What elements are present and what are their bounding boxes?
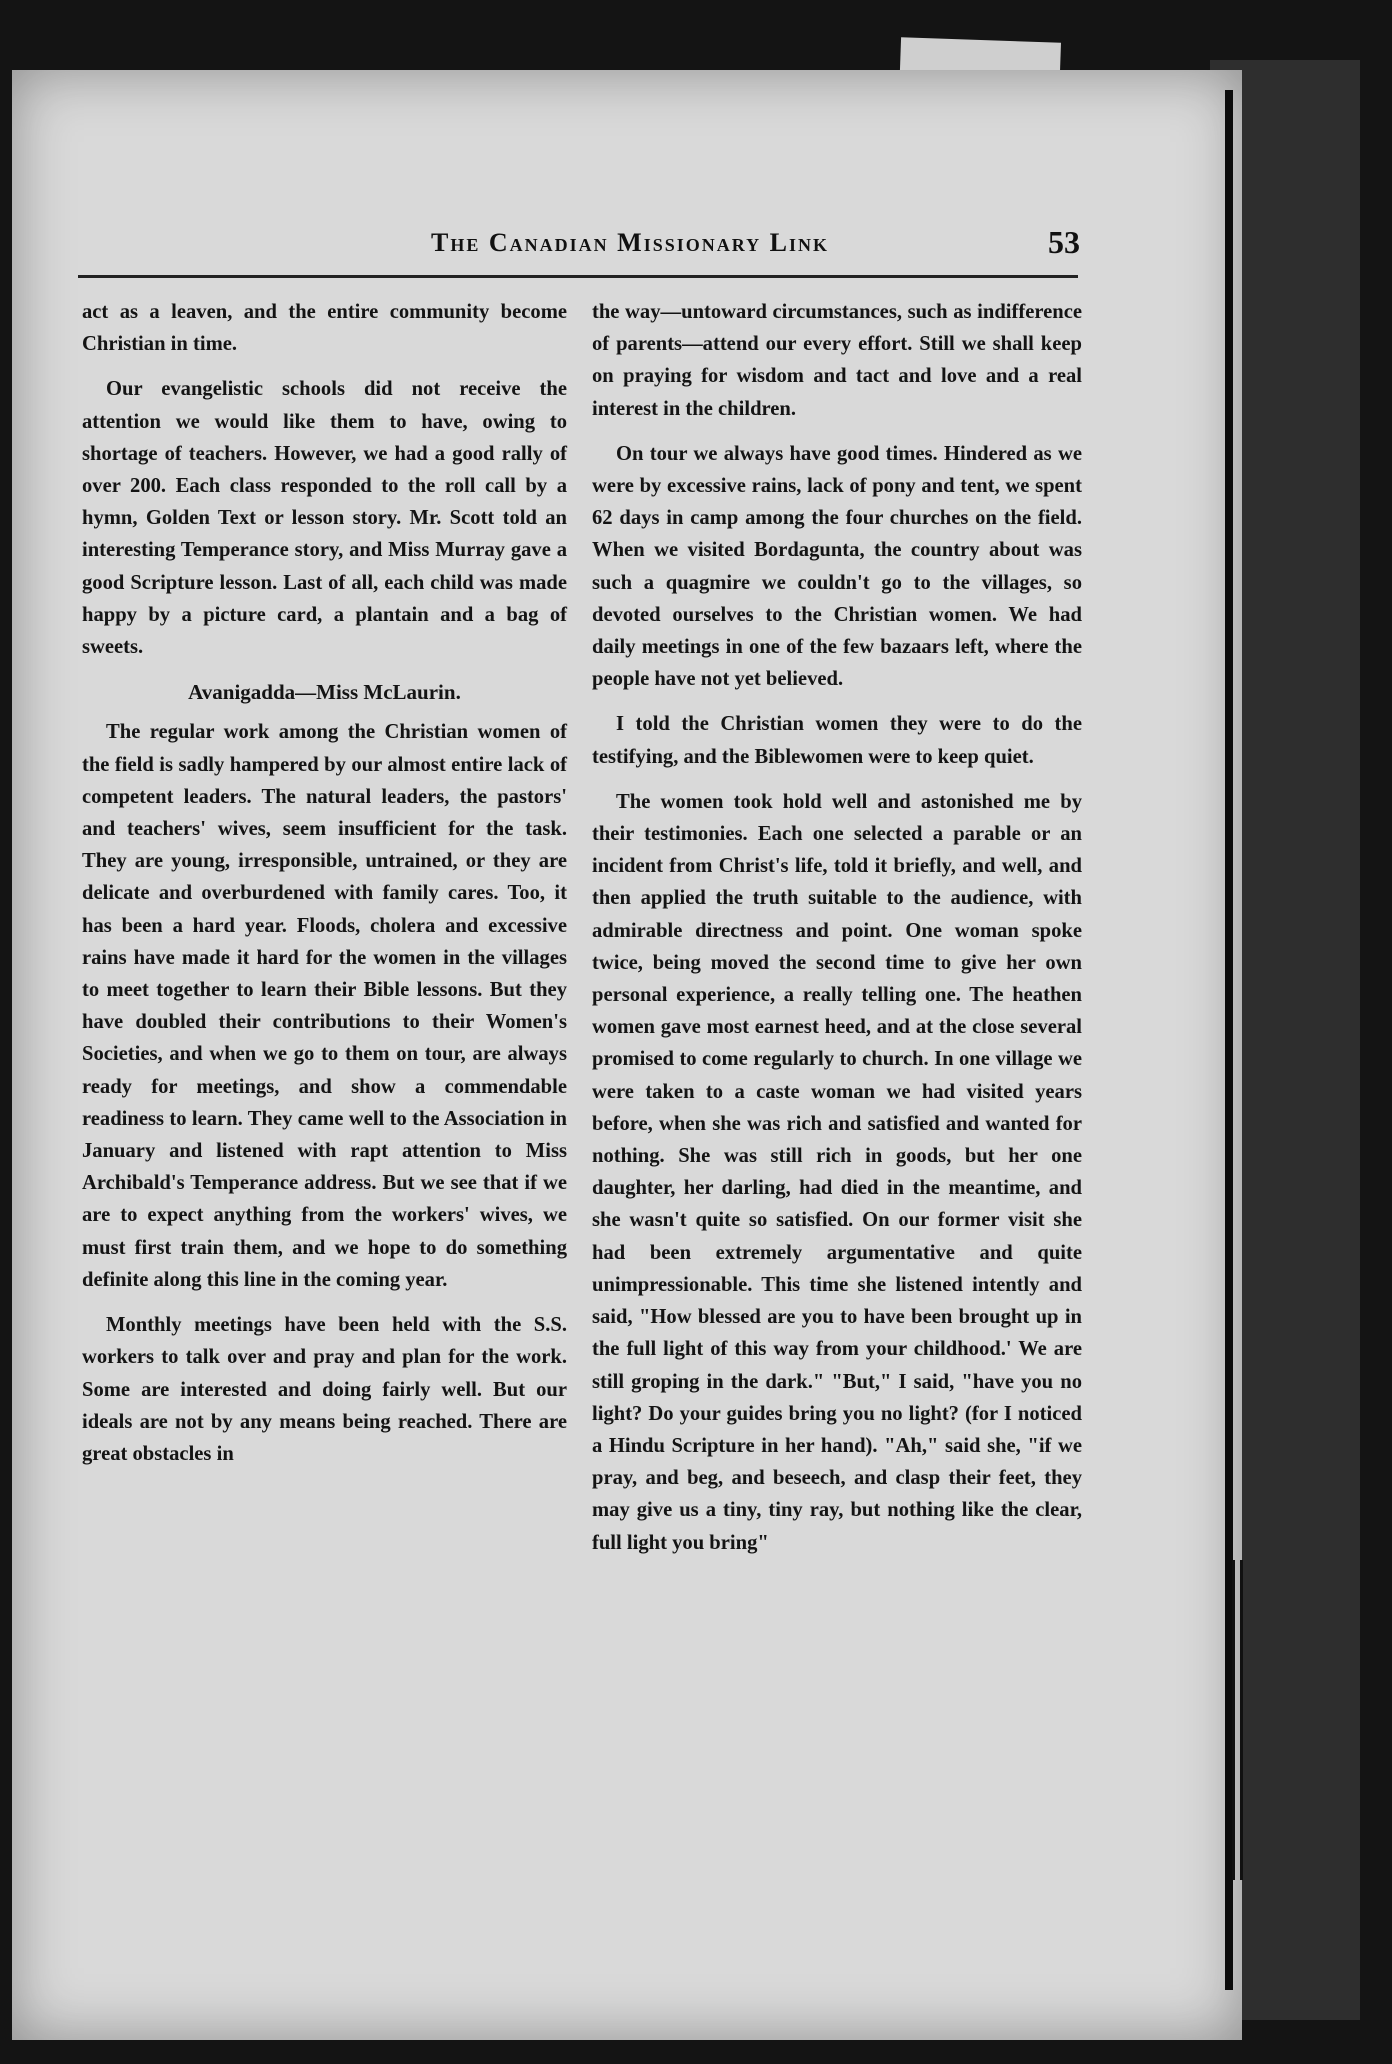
right-column [592,296,1082,1572]
running-header [80,224,1080,268]
running-title: The Canadian Missionary Link [431,228,829,257]
section-heading: Avanigadda—Miss McLaurin. [188,680,461,705]
paragraph: Monthly meetings have been held with the S.S. workers to talk over and pray and plan for the work. Some are interested and doing fairly well. But our ideals are not by any means being reached. There are great obstacles in [82,1314,567,1465]
paragraph: the way—untoward circumstances, such as indifference of parents—attend our every effort. Still we shall keep on praying for wisdom and tact and love and a real interest in the children. [592,301,1082,420]
paragraph: Our evangelistic schools did not receive the attention we would like them to have, owing to shortage of teachers. However, we had a good rally of over 200. Each class responded to the roll call by a hymn, Golden Text or lesson story. Mr. Scott told an interesting Temperance story, and Miss Murray gave a good Scripture lesson. Last of all, each child was made happy by a picture card, a plantain and a bag of sweets. [82,378,567,659]
paragraph: act as a leaven, and the entire community become Christian in time. [82,301,567,356]
paragraph: The women took hold well and astonished me by their testimonies. Each one selected a parable or an incident from Christ's life, told it briefly, and well, and then applied the truth suitable to the audience, with admirable directness and point. One woman spoke twice, being moved the second time to give her own personal experience, a really telling one. The heathen women gave most earnest heed, and at the close several promised to come regularly to church. In one village we were taken to a caste woman we had visited years before, when she was rich and satisfied and wanted for nothing. She was still rich in goods, but her one daughter, her darling, had died in the meantime, and she wasn't quite so satisfied. On our former visit she had been extremely argumentative and quite unimpressionable. This time she listened intently and said, "How blessed are you to have been brought up in the full light of this way from your childhood.' We are still groping in the dark." "But," I said, "have you no light? Do your guides bring you no light? (for I noticed a Hindu Scripture in her hand). "Ah," said she, "if we pray, and beg, and beseech, and clasp their feet, they may give us a tiny, tiny ray, but nothing like the clear, full light you bring" [592,790,1082,1554]
left-column [82,296,567,1483]
paragraph: I told the Christian women they were to do the testifying, and the Biblewomen were to keep quiet. [592,713,1082,768]
header-rule [78,275,1078,278]
paragraph: On tour we always have good times. Hindered as we were by excessive rains, lack of pony and tent, we spent 62 days in camp among the four churches on the field. When we visited Bordagunta, the country about was such a quagmire we couldn't go to the villages, so devoted ourselves to the Christian women. We had daily meetings in one of the few bazaars left, where the people have not yet believed. [592,442,1082,691]
page-number: 53 [1048,224,1080,260]
paragraph: The regular work among the Christian women of the field is sadly hampered by our almost entire lack of competent leaders. The natural leaders, the pastors' and teachers' wives, seem insufficient for the task. They are young, irresponsible, untrained, or they are delicate and overburdened with family cares. Too, it has been a hard year. Floods, cholera and excessive rains have made it hard for the women in the villages to meet together to learn their Bible lessons. But they have doubled their contributions to their Women's Societies, and when we go to them on tour, are always ready for meetings, and show a commendable readiness to learn. They came well to the Association in January and listened with rapt attention to Miss Archibald's Temperance address. But we see that if we are to expect anything from the workers' wives, we must first train them, and we hope to do something definite along this line in the coming year. [82,721,567,1291]
margin-rule [1232,1560,1235,1880]
margin-rule [1240,1560,1243,1880]
